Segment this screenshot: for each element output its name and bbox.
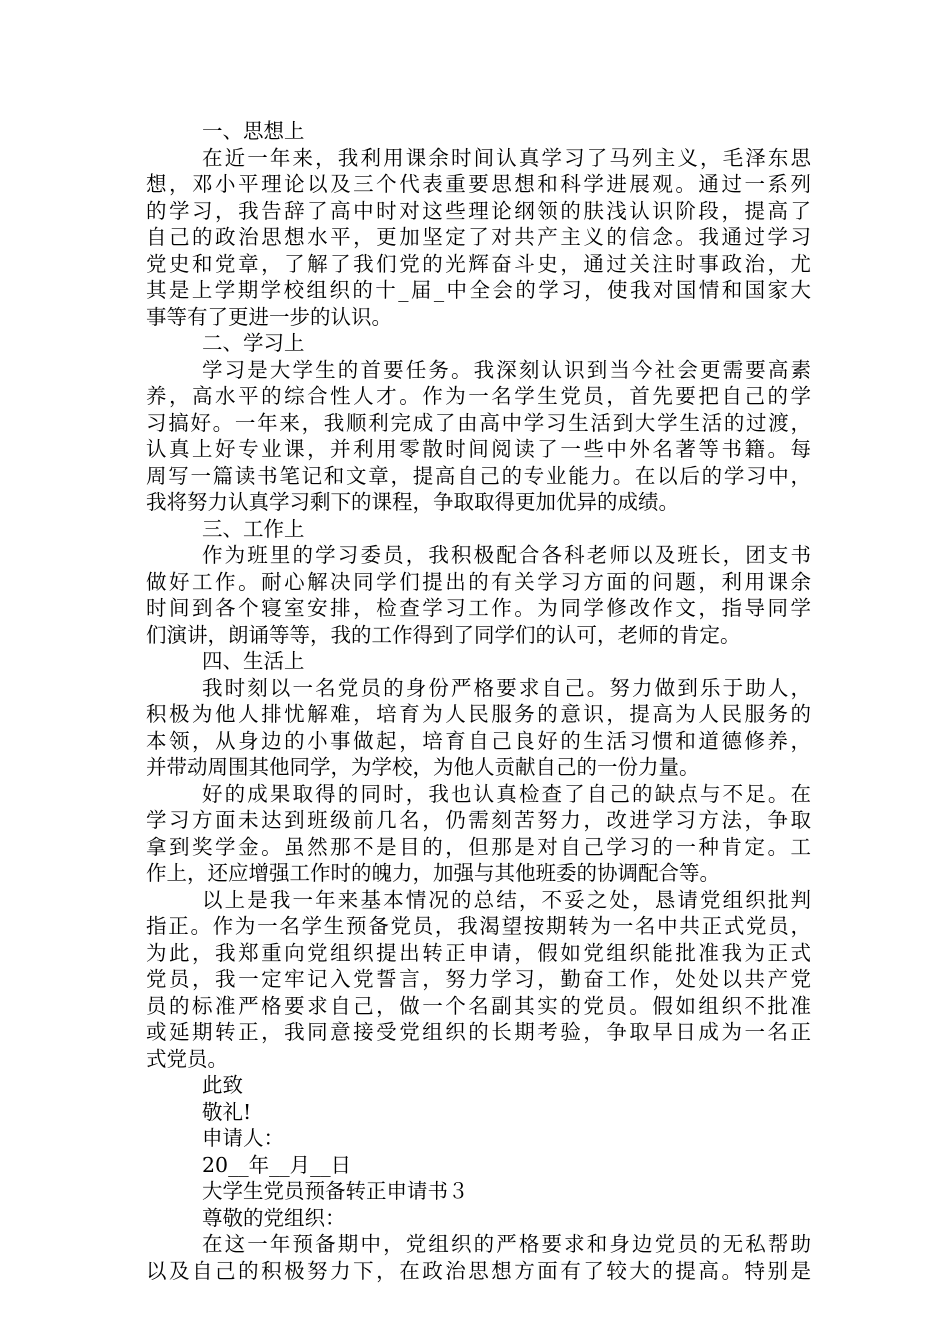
section-heading: 申请人： [202, 1126, 284, 1150]
text-line: 员的标准严格要求自己，做一个名副其实的党员。假如组织不批准 [146, 993, 811, 1018]
section-heading: 20__年__月__日 [202, 1152, 352, 1177]
text-line: 本领，从身边的小事做起，培育自己良好的生活习惯和道德修养， [146, 728, 811, 753]
text-line: 为此，我郑重向党组织提出转正申请，假如党组织能批准我为正式 [146, 940, 811, 965]
text-line: 我时刻以一名党员的身份严格要求自己。努力做到乐于助人， [202, 675, 811, 700]
text-line: 其是上学期学校组织的十_届_中全会的学习，使我对国情和国家大 [146, 278, 811, 302]
text-line: 认真上好专业课，并利用零散时间阅读了一些中外名著等书籍。每 [146, 437, 811, 461]
text-line: 以上是我一年来基本情况的总结，不妥之处，恳请党组织批判 [202, 887, 811, 912]
text-line: 在近一年来，我利用课余时间认真学习了马列主义，毛泽东思 [202, 145, 811, 170]
section-heading: 四、生活上 [202, 649, 305, 673]
text-line: 学习方面未达到班级前几名，仍需刻苦努力，改进学习方法，争取 [146, 808, 811, 832]
text-line: 作为班里的学习委员，我积极配合各科老师以及班长，团支书 [202, 543, 811, 567]
text-line: 或延期转正，我同意接受党组织的长期考验，争取早日成为一名正 [146, 1020, 811, 1044]
section-heading: 此致 [202, 1073, 243, 1097]
text-line: 以及自己的积极努力下，在政治思想方面有了较大的提高。特别是 [146, 1258, 811, 1283]
text-line: 并带动周围其他同学，为学校，为他人贡献自己的一份力量。 [146, 755, 700, 779]
text-line: 党员，我一定牢记入党誓言，努力学习，勤奋工作，处处以共产党 [146, 967, 811, 991]
text-line: 养，高水平的综合性人才。作为一名学生党员，首先要把自己的学 [146, 384, 811, 408]
text-line: 事等有了更进一步的认识。 [146, 304, 392, 329]
text-line: 周写一篇读书笔记和文章，提高自己的专业能力。在以后的学习中， [146, 463, 811, 488]
section-heading: 敬礼! [202, 1099, 252, 1124]
section-heading: 一、思想上 [202, 119, 305, 143]
text-line: 的学习，我告辞了高中时对这些理论纲领的肤浅认识阶段，提高了 [146, 198, 811, 223]
text-line: 式党员。 [146, 1046, 228, 1071]
text-line: 们演讲，朗诵等等，我的工作得到了同学们的认可，老师的肯定。 [146, 622, 741, 647]
text-line: 自己的政治思想水平，更加坚定了对共产主义的信念。我通过学习 [146, 225, 811, 249]
section-heading: 三、工作上 [202, 516, 305, 541]
text-line: 好的成果取得的同时，我也认真检查了自己的缺点与不足。在 [202, 781, 811, 806]
text-line: 时间到各个寝室安排，检查学习工作。为同学修改作文，指导同学 [146, 596, 811, 620]
document-body [146, 118, 811, 1284]
section-heading: 大学生党员预备转正申请书３ [202, 1179, 469, 1203]
text-line: 拿到奖学金。虽然那不是目的，但那是对自己学习的一种肯定。工 [146, 834, 811, 859]
text-line: 学习是大学生的首要任务。我深刻认识到当今社会更需要高素 [202, 357, 811, 382]
text-line: 在这一年预备期中，党组织的严格要求和身边党员的无私帮助 [202, 1232, 811, 1256]
section-heading: 二、学习上 [202, 331, 305, 355]
text-line: 党史和党章，了解了我们党的光辉奋斗史，通过关注时事政治，尤 [146, 251, 811, 276]
text-line: 作上，还应增强工作时的魄力，加强与其他班委的协调配合等。 [146, 861, 720, 885]
text-line: 指正。作为一名学生预备党员，我渴望按期转为一名中共正式党员， [146, 914, 811, 938]
text-line: 做好工作。耐心解决同学们提出的有关学习方面的问题，利用课余 [146, 569, 811, 594]
text-line: 积极为他人排忧解难，培育为人民服务的意识，提高为人民服务的 [146, 702, 811, 726]
text-line: 习搞好。一年来，我顺利完成了由高中学习生活到大学生活的过渡， [146, 410, 811, 435]
section-heading: 尊敬的党组织： [202, 1205, 346, 1230]
text-line: 我将努力认真学习剩下的课程，争取取得更加优异的成绩。 [146, 490, 679, 514]
text-line: 想，邓小平理论以及三个代表重要思想和科学进展观。通过一系列 [146, 172, 811, 196]
